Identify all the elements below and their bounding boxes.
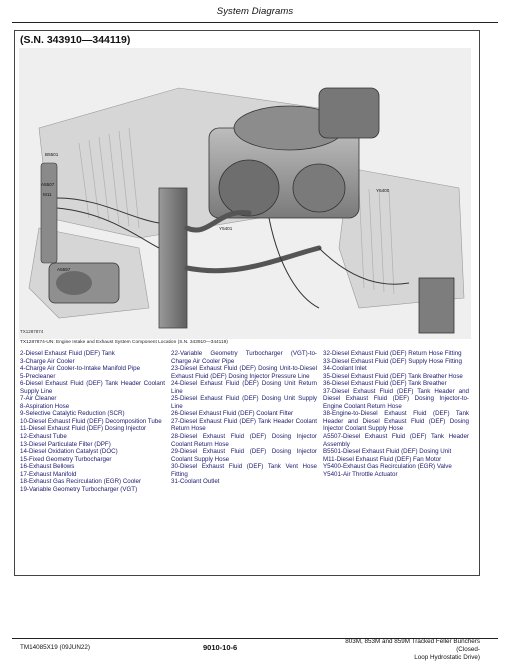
legend-item: 7-Air Cleaner (20, 395, 57, 403)
legend-item: 34-Coolant Inlet (323, 365, 367, 373)
legend-item: 26-Diesel Exhaust Fluid (DEF) Coolant Filter (171, 410, 294, 418)
figure-caption: TX1287874-UN: Engine Intake and Exhaust System Component Location (S.N. 343910—344119) (20, 340, 228, 345)
legend-item: 37-Diesel Exhaust Fluid (DEF) Tank Header and Diesel Exhaust Fluid (DEF) Dosing Injector-to-Engine Coolant Return Hose (323, 387, 469, 410)
legend-item: 16-Exhaust Bellows (20, 463, 75, 471)
page-number: 9010-10-6 (203, 643, 238, 652)
legend-item: 8-Aspiration Hose (20, 402, 70, 410)
legend-item: 27-Diesel Exhaust Fluid (DEF) Tank Header Coolant Return Hose (171, 417, 317, 433)
legend-item: 2-Diesel Exhaust Fluid (DEF) Tank (20, 350, 115, 357)
model-description (320, 638, 480, 662)
legend-item: 13-Diesel Particulate Filter (DPF) (20, 440, 111, 448)
legend-column-3 (323, 350, 469, 478)
document-code: TM14085X19 (09JUN22) (20, 644, 91, 651)
callout-a5597: A5597 (57, 267, 71, 272)
legend-item: 17-Exhaust Manifold (20, 470, 77, 478)
legend-item: M11-Diesel Exhaust Fluid (DEF) Fan Motor (323, 455, 442, 463)
legend-item: 22-Variable Geometry Turbocharger (VGT)-to-Charge Air Cooler Pipe (171, 350, 317, 365)
legend-item: B5501-Diesel Exhaust Fluid (DEF) Dosing Unit (323, 448, 452, 456)
legend-item: 15-Fixed Geometry Turbocharger (20, 455, 112, 463)
charge-air-cooler (159, 188, 187, 328)
legend-item: 14-Diesel Oxidation Catalyst (DOC) (20, 448, 118, 456)
legend-item: 4-Charge Air Cooler-to-Intake Manifold Pipe (20, 365, 141, 373)
legend-item: 29-Diesel Exhaust Fluid (DEF) Dosing Injector Coolant Supply Hose (171, 448, 317, 463)
legend-item: 28-Diesel Exhaust Fluid (DEF) Dosing Injector Coolant Return Hose (171, 433, 317, 448)
model-line-1: 803M, 853M and 859M Tracked Feller Bunchers (Closed- (345, 638, 480, 653)
diagram-illustration (19, 48, 471, 339)
def-dosing-unit (419, 278, 454, 333)
legend-item: 38-Engine-to-Diesel Exhaust Fluid (DEF) Tank Header and Diesel Exhaust Fluid (DEF) Dosing Injector Coolant Supply Hose (323, 410, 469, 433)
legend-item: 19-Variable Geometry Turbocharger (VGT) (20, 485, 138, 493)
legend-column-2 (171, 350, 317, 486)
legend-item: 6-Diesel Exhaust Fluid (DEF) Tank Header Coolant Supply Line (20, 380, 165, 395)
legend-item: 11-Diesel Exhaust Fluid (DEF) Dosing Injector (20, 425, 147, 433)
page-header-title: System Diagrams (216, 6, 294, 17)
model-line-2: Loop Hydrostatic Drive) (414, 654, 480, 661)
legend-item: 10-Diesel Exhaust Fluid (DEF) Decomposition Tube (20, 417, 162, 425)
legend-item: 33-Diesel Exhaust Fluid (DEF) Supply Hose Fitting (323, 357, 462, 365)
legend-item: 23-Diesel Exhaust Fluid (DEF) Dosing Unit-to-Diesel Exhaust Fluid (DEF) Dosing Injector Pressure Line (171, 365, 317, 380)
figure-id: TX1287874 (20, 329, 44, 334)
legend-item: 9-Selective Catalytic Reduction (SCR) (20, 410, 125, 418)
serial-number-range: (S.N. 343910—344119) (20, 34, 131, 46)
legend-item: 25-Diesel Exhaust Fluid (DEF) Dosing Unit Supply Line (171, 395, 317, 410)
callout-y5401: Y5401 (219, 226, 233, 231)
legend-item: 36-Diesel Exhaust Fluid (DEF) Tank Breather (323, 380, 447, 388)
legend-item: 30-Diesel Exhaust Fluid (DEF) Tank Vent Hose Fitting (171, 463, 317, 478)
callout-y5400: Y5400 (376, 188, 390, 193)
legend-item: 18-Exhaust Gas Recirculation (EGR) Cooler (20, 478, 142, 486)
legend-item: 3-Charge Air Cooler (20, 357, 75, 365)
legend-item: Y5401-Air Throttle Actuator (323, 470, 398, 478)
legend-item: 5-Precleaner (20, 372, 56, 380)
legend-item: 32-Diesel Exhaust Fluid (DEF) Return Hose Fitting (323, 350, 462, 357)
legend-item: A5507-Diesel Exhaust Fluid (DEF) Tank Header Assembly (323, 433, 469, 448)
callout-b5501: B5501 (45, 152, 59, 157)
engine-intake-exhaust-diagram (19, 48, 471, 339)
callout-a5507: A5507 (41, 182, 55, 187)
legend-item: 12-Exhaust Tube (20, 433, 67, 441)
legend-item: 24-Diesel Exhaust Fluid (DEF) Dosing Unit Return Line (171, 380, 317, 395)
def-tank-header (41, 163, 57, 263)
callout-m11: M11 (43, 192, 52, 197)
legend-column-1 (20, 350, 165, 493)
component-legend (20, 350, 472, 572)
legend-item: Y5400-Exhaust Gas Recirculation (EGR) Valve (323, 463, 452, 471)
legend-item: 35-Diesel Exhaust Fluid (DEF) Tank Breather Hose (323, 372, 463, 380)
legend-item: 31-Coolant Outlet (171, 478, 220, 486)
